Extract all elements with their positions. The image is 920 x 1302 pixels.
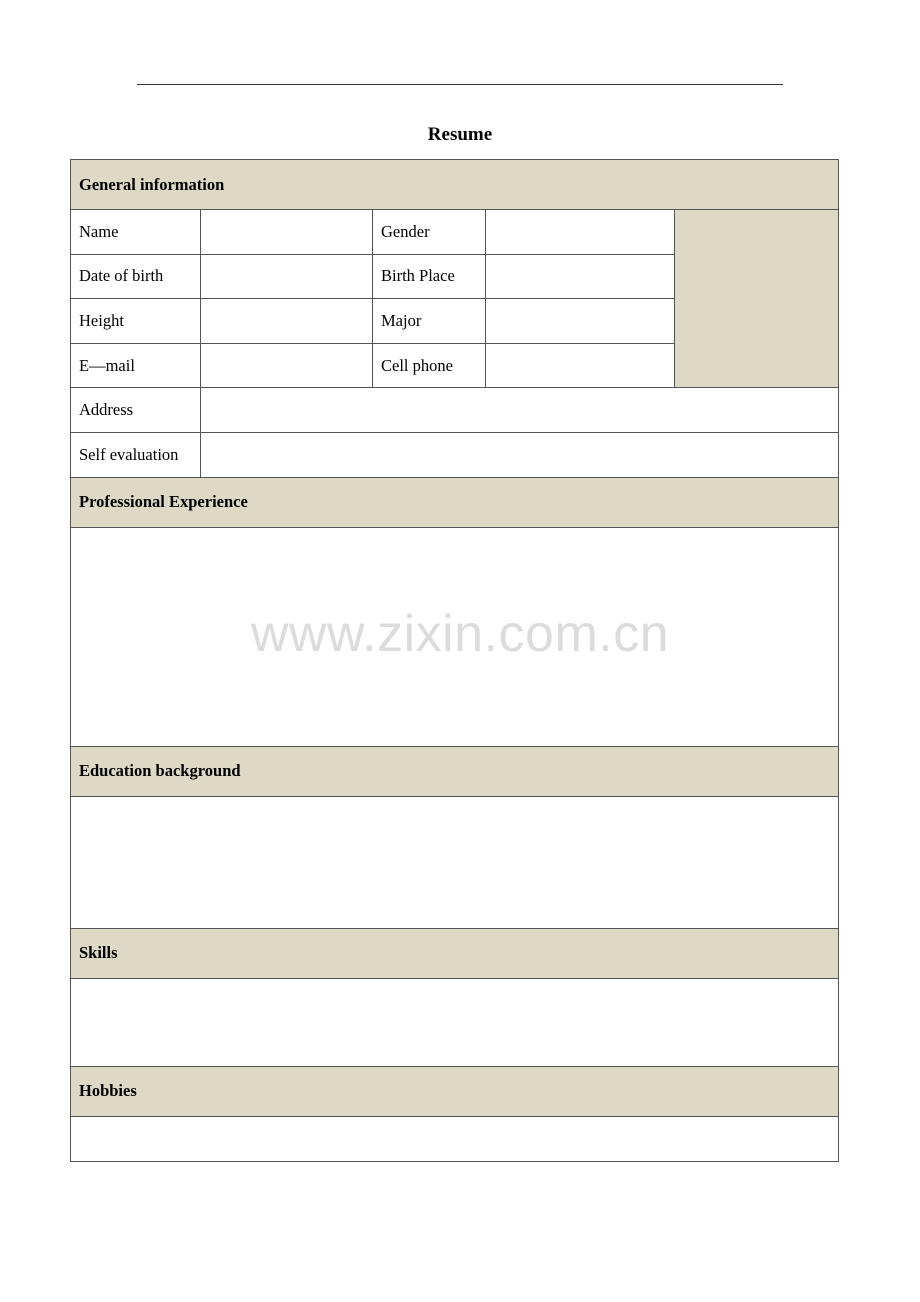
table-row [71,978,839,1066]
dob-label: Date of birth [71,254,201,299]
section-hobbies-header [71,1066,839,1116]
cellphone-label: Cell phone [373,343,486,388]
hobbies-field[interactable] [71,1116,839,1161]
birthplace-field[interactable] [486,254,675,299]
birthplace-label: Birth Place [373,254,486,299]
height-label: Height [71,299,201,344]
section-professional-header [71,477,839,527]
height-field[interactable] [201,299,373,344]
education-field[interactable] [71,796,839,928]
dob-field[interactable] [201,254,373,299]
table-row [71,388,839,433]
address-label: Address [71,388,201,433]
section-title-professional: Professional Experience [71,477,839,527]
section-title-general: General information [71,160,839,210]
gender-field[interactable] [486,210,675,255]
major-label: Major [373,299,486,344]
section-general-header [71,160,839,210]
table-row [71,796,839,928]
table-row [71,527,839,746]
email-field[interactable] [201,343,373,388]
photo-box[interactable] [675,210,839,388]
major-field[interactable] [486,299,675,344]
cellphone-field[interactable] [486,343,675,388]
name-field[interactable] [201,210,373,255]
section-title-education: Education background [71,746,839,796]
self-evaluation-label: Self evaluation [71,432,201,477]
section-title-hobbies: Hobbies [71,1066,839,1116]
header-rule [137,84,783,85]
watermark-text: www.zixin.com.cn [250,605,670,663]
name-label: Name [71,210,201,255]
skills-field[interactable] [71,978,839,1066]
self-evaluation-field[interactable] [201,432,839,477]
gender-label: Gender [373,210,486,255]
email-label: E—mail [71,343,201,388]
section-education-header [71,746,839,796]
section-title-skills: Skills [71,928,839,978]
section-skills-header [71,928,839,978]
table-row [71,1116,839,1161]
resume-table [70,159,839,1162]
table-row [71,210,839,255]
document-title: Resume [427,124,493,145]
professional-experience-field[interactable] [71,527,839,746]
address-field[interactable] [201,388,839,433]
table-row [71,432,839,477]
